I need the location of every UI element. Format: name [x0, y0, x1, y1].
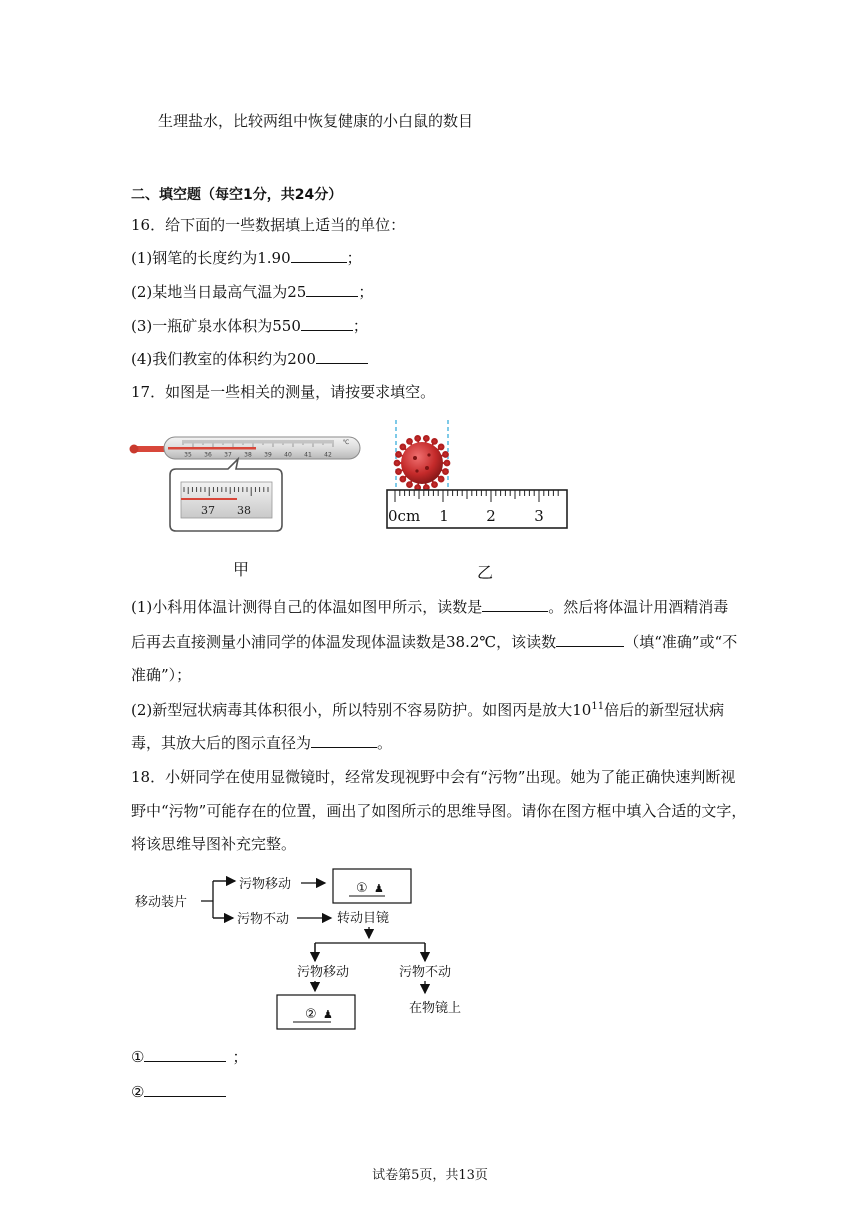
q17-p2-text-d: 。 — [377, 734, 393, 752]
q15-tail: 生理盐水，比较两组中恢复健康的小白鼠的数目 — [158, 112, 474, 130]
q16-item-2-text: (2)某地当日最高气温为25 — [131, 283, 307, 301]
mm-root: 移动装片 — [135, 895, 188, 910]
q17-p2-exponent: 11 — [591, 701, 605, 712]
virus-icon — [395, 436, 450, 490]
q16-item-1-text: (1)钢笔的长度约为1.90 — [131, 249, 291, 267]
q16-item-1-punct: ； — [346, 249, 362, 267]
mm-branch2: 污物不动 — [237, 912, 290, 927]
ruler-label-3: 3 — [534, 507, 544, 525]
q18-line1: 18．小妍同学在使用显微镜时，经常发现视野中会有“污物”出现。她为了能正确快速判断视 — [131, 768, 736, 786]
mindmap-figure — [135, 865, 480, 1035]
q16-stem: 16．给下面的一些数据填上适当的单位： — [131, 216, 406, 234]
ruler-label-0: 0cm — [388, 507, 421, 525]
q17-p2-text-a: (2)新型冠状病毒其体积很小，所以特别不容易防护。如图丙是放大10 — [131, 701, 592, 719]
mm-result: 在物镜上 — [409, 1001, 462, 1016]
mm-sub1: 污物移动 — [297, 965, 350, 980]
q17-p1-text-a: (1)小科用体温计测得自己的体温如图甲所示，读数是 — [131, 598, 483, 616]
q18-blank-2[interactable] — [144, 1082, 226, 1097]
zoom-label-38: 38 — [237, 504, 251, 517]
q17-p2-text-c: 毒，其放大后的图示直径为 — [131, 734, 312, 752]
q16-item-4 — [131, 349, 368, 369]
thermo-label-36: 36 — [204, 451, 212, 459]
mm-action2: 转动目镜 — [337, 911, 390, 926]
q16-item-2-punct: ； — [358, 283, 374, 301]
mm-branch1: 污物移动 — [239, 877, 292, 892]
q18-line2: 野中“污物”可能存在的位置，画出了如图所示的思维导图。请你在图方框中填入合适的文字， — [131, 802, 747, 820]
q17-p1-line3: 准确”）； — [131, 666, 192, 684]
q16-item-3 — [131, 316, 368, 336]
q16-blank-4[interactable] — [316, 349, 368, 364]
q18-answer-2 — [131, 1082, 226, 1102]
q16-item-3-punct: ； — [352, 317, 368, 335]
mm-box1-label: ① — [356, 881, 368, 896]
page-footer: 试卷第5页，共13页 — [372, 1168, 488, 1183]
mm-sub2: 污物不动 — [399, 965, 452, 980]
q16-item-3-text: (3)一瓶矿泉水体积为550 — [131, 317, 301, 335]
q18-blank-1[interactable] — [144, 1047, 226, 1062]
thermo-label-41: 41 — [304, 451, 312, 459]
q16-blank-1[interactable] — [291, 248, 347, 263]
q17-blank-1[interactable] — [482, 597, 548, 612]
q17-stem: 17．如图是一些相关的测量，请按要求填空。 — [131, 383, 436, 401]
q17-p2-line1 — [131, 700, 724, 720]
mm-root-bracket — [201, 881, 235, 918]
mm-box2-icon: ♟ — [323, 1008, 333, 1021]
mm-box2-label: ② — [305, 1007, 317, 1022]
q17-p1-line2 — [131, 632, 737, 652]
ruler-label-1: 1 — [439, 507, 449, 525]
q17-p2-line2 — [131, 733, 392, 753]
thermo-label-35: 35 — [184, 451, 192, 459]
q17-p1-text-b: 。然后将体温计用酒精消毒 — [548, 598, 729, 616]
q17-p2-text-b: 倍后的新型冠状病 — [604, 701, 725, 719]
mm-split — [315, 943, 425, 961]
q17-p1-line1 — [131, 597, 728, 617]
q17-p1-text-d: （填“准确”或“不 — [624, 633, 738, 651]
mm-box1-icon: ♟ — [374, 882, 384, 895]
caption-jia: 甲 — [233, 560, 250, 579]
ruler-figure — [385, 418, 571, 532]
answer-2-label: ② — [131, 1083, 145, 1101]
thermometer-figure — [128, 425, 368, 540]
zoom-label-37: 37 — [201, 504, 215, 517]
thermo-label-37: 37 — [224, 451, 232, 459]
zoom-mercury — [181, 498, 237, 500]
q18-answer-1 — [131, 1047, 247, 1067]
thermo-label-40: 40 — [284, 451, 292, 459]
thermo-label-42: 42 — [324, 451, 332, 459]
q16-blank-2[interactable] — [306, 282, 358, 297]
q16-item-4-text: (4)我们教室的体积约为200 — [131, 350, 316, 368]
caption-yi: 乙 — [477, 563, 494, 582]
q16-blank-3[interactable] — [301, 316, 353, 331]
ruler-label-2: 2 — [486, 507, 496, 525]
mm-box1[interactable] — [333, 869, 411, 903]
q17-blank-3[interactable] — [311, 733, 377, 748]
thermo-unit: ℃ — [342, 439, 350, 446]
thermo-label-38: 38 — [244, 451, 252, 459]
q17-blank-2[interactable] — [556, 632, 624, 647]
q16-item-1 — [131, 248, 362, 268]
thermo-label-39: 39 — [264, 451, 272, 459]
section-title: 二、填空题（每空1分，共24分） — [131, 187, 343, 203]
bulb-tip — [130, 445, 139, 454]
q16-item-2 — [131, 282, 373, 302]
answer-1-label: ① — [131, 1048, 145, 1066]
answer-1-punct: ； — [232, 1048, 248, 1066]
q18-line3: 将该思维导图补充完整。 — [131, 835, 297, 853]
q17-p1-text-c: 后再去直接测量小浦同学的体温发现体温读数是38.2℃，该读数 — [131, 633, 557, 651]
mercury-column — [168, 447, 256, 450]
